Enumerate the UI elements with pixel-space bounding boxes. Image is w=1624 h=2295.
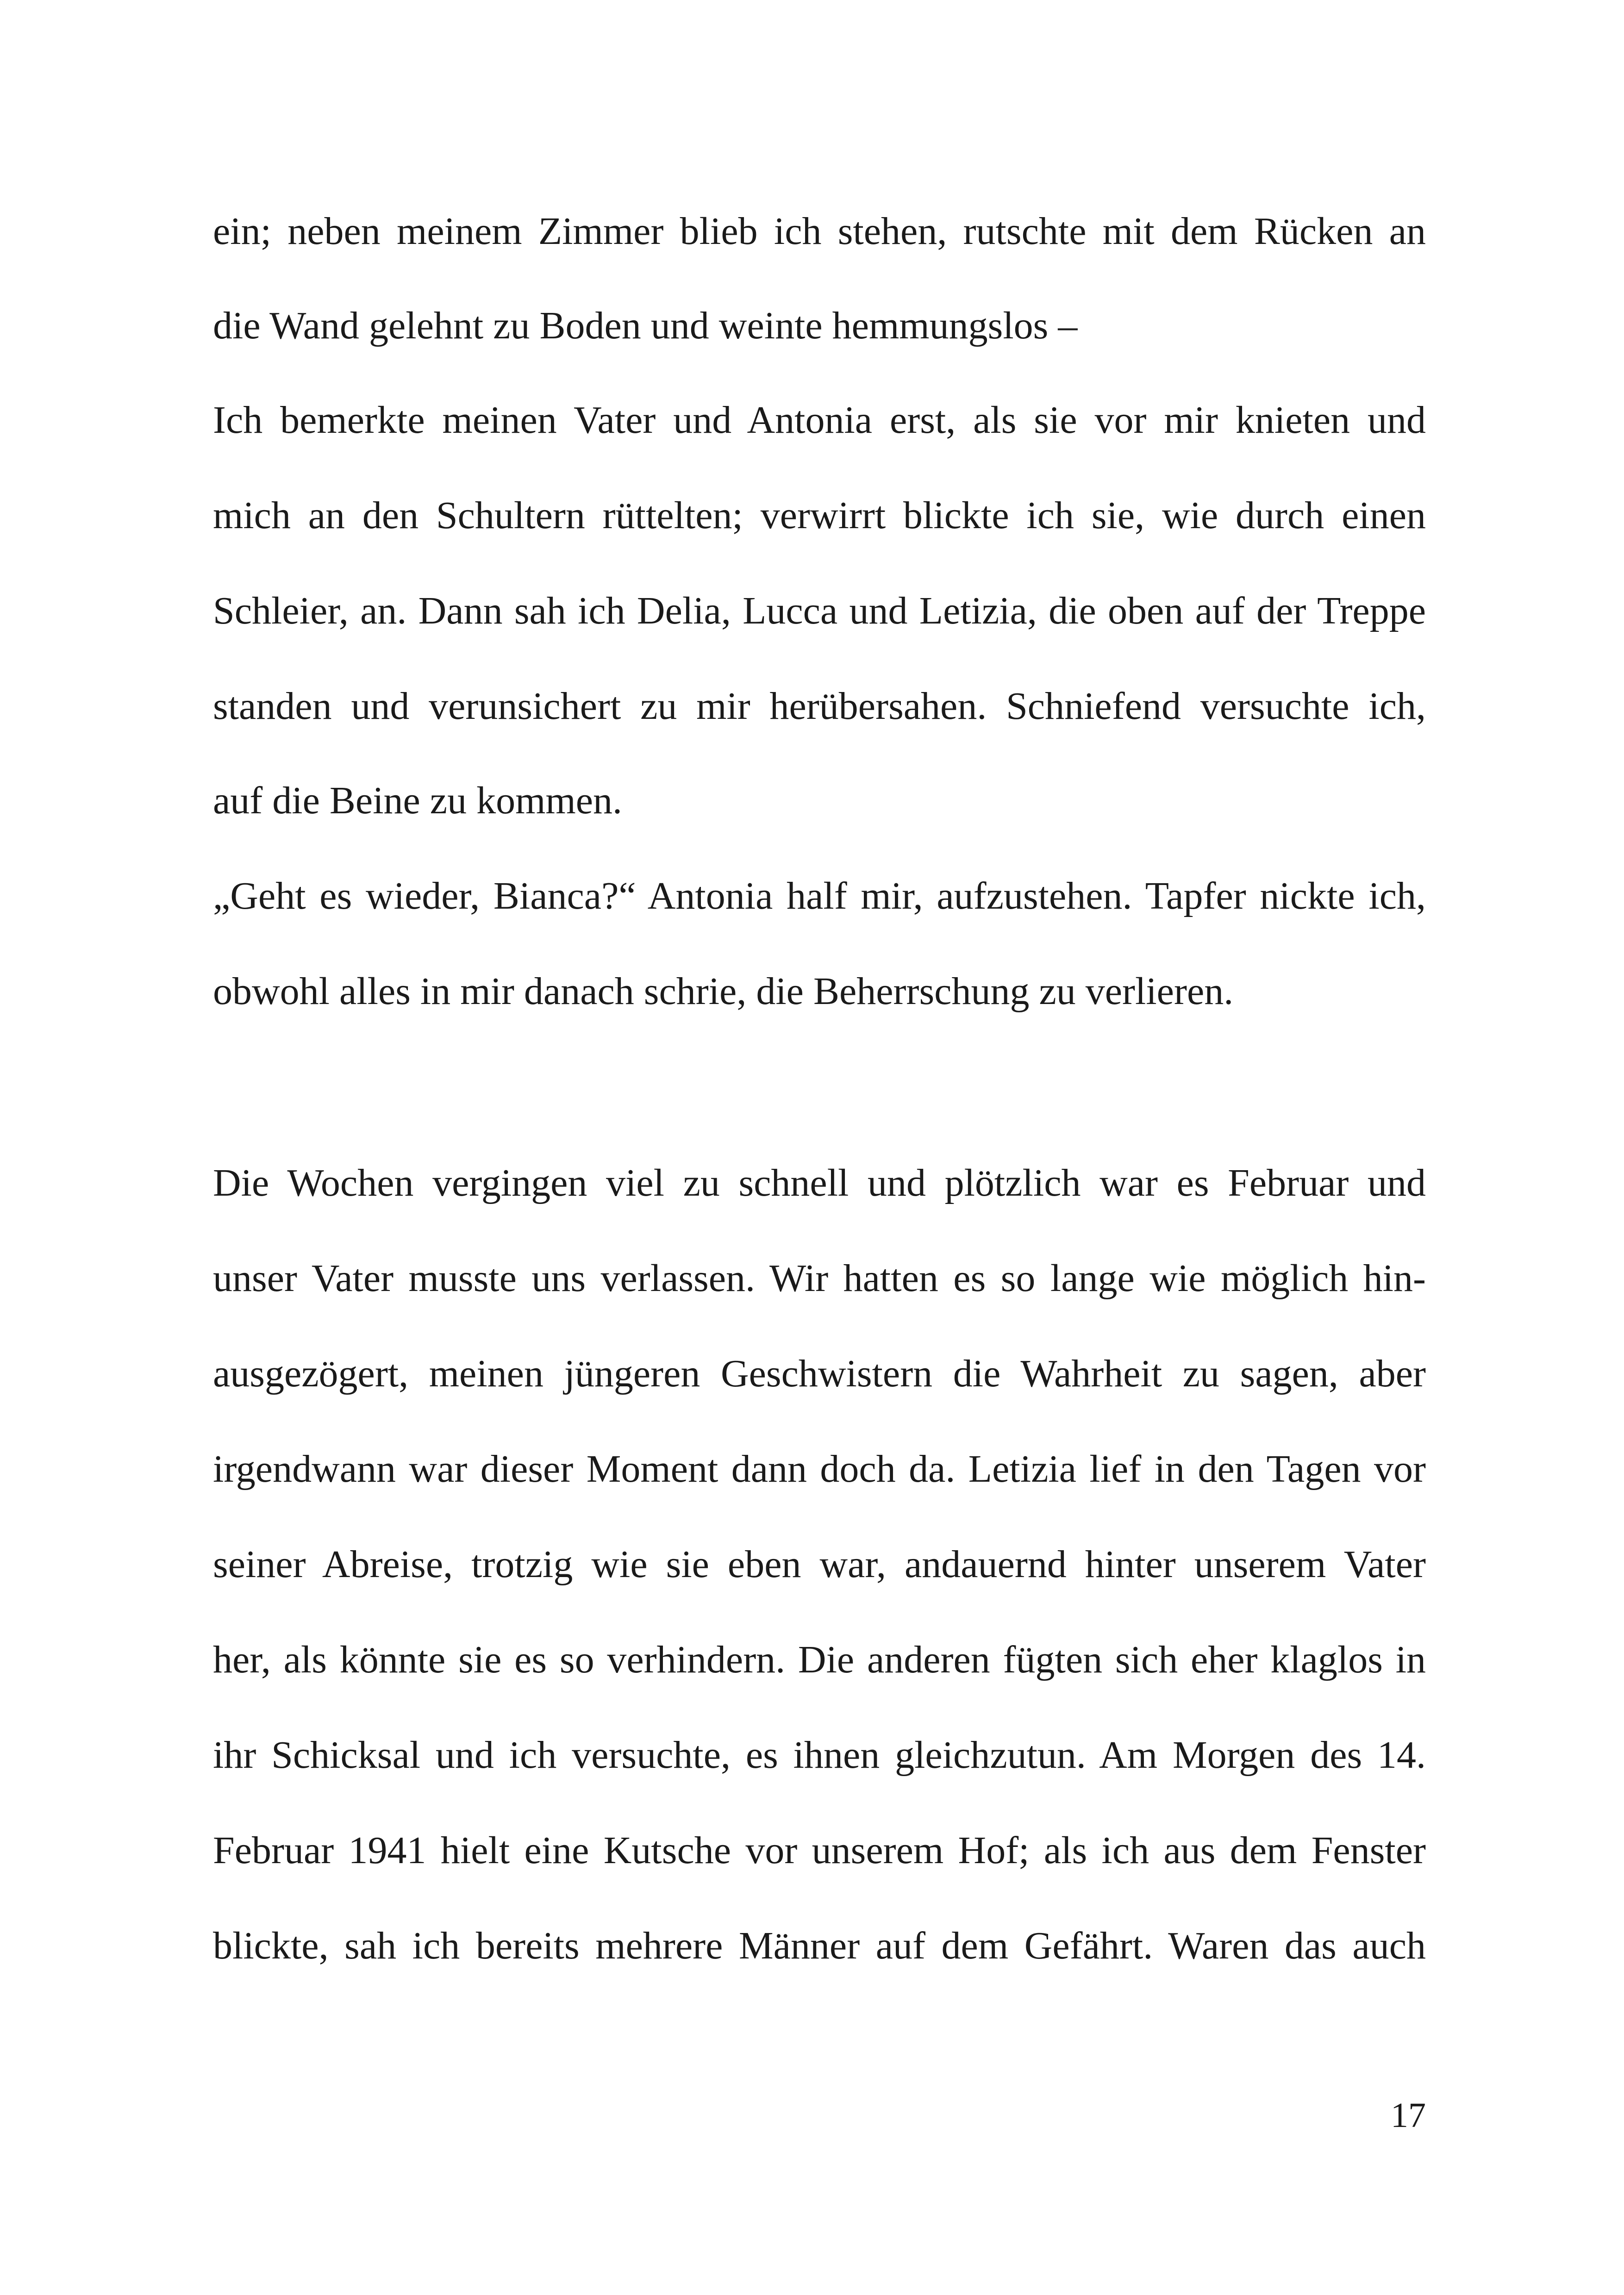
text-line: ausgezögert, meinen jüngeren Geschwistern die Wahrheit zu sagen, aber <box>213 1352 1426 1395</box>
book-page <box>213 0 1426 2295</box>
text-line: seiner Abreise, trotzig wie sie eben war, andauernd hinter unserem Vater <box>213 1543 1426 1586</box>
text-line: auf die Beine zu kommen. <box>213 779 623 822</box>
text-line: unser Vater musste uns verlassen. Wir hatten es so lange wie möglich hin- <box>213 1257 1426 1300</box>
text-line: Die Wochen vergingen viel zu schnell und plötzlich war es Februar und <box>213 1161 1426 1204</box>
text-line: obwohl alles in mir danach schrie, die Beherrschung zu verlieren. <box>213 970 1234 1013</box>
text-line: ihr Schicksal und ich versuchte, es ihnen gleichzutun. Am Morgen des 14. <box>213 1734 1426 1777</box>
text-line: her, als könnte sie es so verhindern. Die anderen fügten sich eher klaglos in <box>213 1638 1426 1681</box>
text-line: Schleier, an. Dann sah ich Delia, Lucca und Letizia, die oben auf der Treppe <box>213 589 1426 632</box>
text-line: Ich bemerkte meinen Vater und Antonia erst, als sie vor mir knieten und <box>213 399 1426 442</box>
text-line: standen und verunsichert zu mir herübersahen. Schniefend versuchte ich, <box>213 685 1426 728</box>
text-line: ein; neben meinem Zimmer blieb ich stehen, rutschte mit dem Rücken an <box>213 210 1426 253</box>
text-line: die Wand gelehnt zu Boden und weinte hemmungslos – <box>213 304 1078 347</box>
text-line: mich an den Schultern rüttelten; verwirrt blickte ich sie, wie durch einen <box>213 494 1426 537</box>
text-line: „Geht es wieder, Bianca?“ Antonia half mir, aufzustehen. Tapfer nickte ich, <box>213 874 1426 917</box>
text-line: blickte, sah ich bereits mehrere Männer auf dem Gefährt. Waren das auch <box>213 1924 1426 1967</box>
text-line: Februar 1941 hielt eine Kutsche vor unserem Hof; als ich aus dem Fenster <box>213 1829 1426 1872</box>
text-line: irgendwann war dieser Moment dann doch da. Letizia lief in den Tagen vor <box>213 1447 1426 1491</box>
page-number: 17 <box>1391 2096 1426 2135</box>
